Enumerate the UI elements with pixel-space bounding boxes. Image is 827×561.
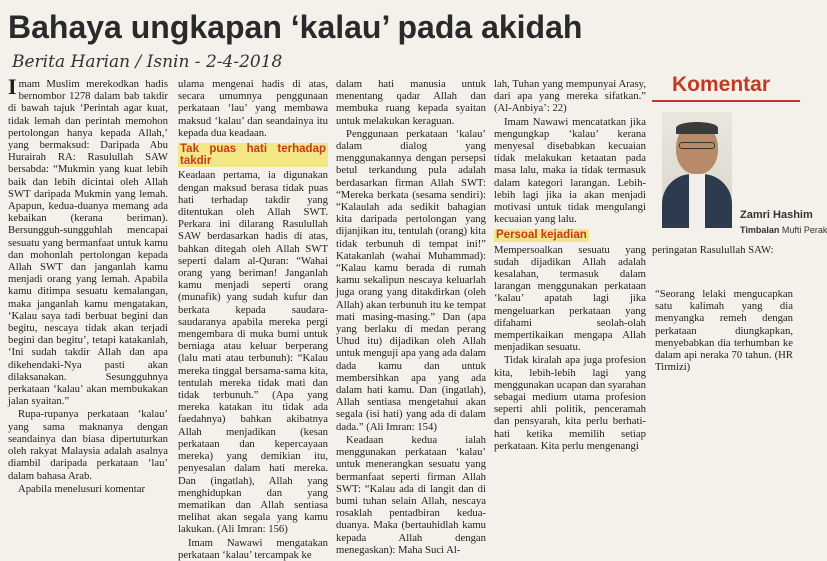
paragraph: Tidak kiralah apa juga profesion kita, lebih-lebih lagi yang menggunakan ucapan dan syarahan sebagai medium utama profesion seperti ahli politik, penceramah dan pensyarah, kita perlu berhati-hati ketika memilih setiap perkataan. Kita perlu mengenangi bbox=[494, 354, 646, 452]
drop-cap: I bbox=[8, 74, 17, 99]
author-role-bold: Timbalan bbox=[740, 225, 780, 235]
side-text: peringatan Rasulullah SAW: bbox=[652, 244, 774, 256]
photo-glasses bbox=[679, 142, 715, 149]
column-1 bbox=[8, 74, 168, 495]
author-photo bbox=[662, 112, 732, 228]
column-3 bbox=[336, 78, 486, 556]
paragraph: Apabila menelusuri komentar bbox=[18, 482, 146, 495]
paragraph: Imam Nawawi mengatakan perkataan ‘kalau’ tercampak ke bbox=[178, 536, 328, 561]
paragraph: Keadaan pertama, ia digunakan dengan maksud berasa tidak puas hati terhadap takdir yang ditentukan oleh Allah SWT. Perkara ini dilarang Rasulullah SAW berdasarkan hadis di atas, bahkan ditegah oleh Allah SWT seperti dalam al-Quran: “Wahai orang yang beriman! Janganlah kamu menjadi seperti orang (munafik) yang sudah kufur dan berkata kepada saudara-saudaranya apabila mereka pergi mengembara di muka bumi untuk berniaga atau keluar berperang (lalu mati atau terbunuh): “Kalau mereka tinggal bersama-sama kita, tentulah mereka tidak mati dan tidak terbunuh.” (Apa yang mereka katakan itu tidak ada faedahnya) bahkan akibatnya Allah menjadikan (kesan perkataan dan kepercayaan mereka) yang demikian itu, penyesalan dalam hati mereka. Dan (ingatlah), Allah yang menghidupkan dan yang mematikan dan Allah sentiasa melihat akan segala yang kamu lakukan. (Ali Imran: 156) bbox=[178, 169, 328, 536]
subheading-persoal-kejadian: Persoal kejadian bbox=[496, 229, 587, 242]
photo-hair bbox=[676, 122, 718, 134]
dateline: Berita Harian / Isnin - 2-4-2018 bbox=[12, 52, 283, 72]
paragraph: ulama mengenai hadis di atas, secara umumnya penggunaan perkataan ‘lau’ yang membawa maksud ‘kalau’ dan seandainya itu kepada dua keadaan. bbox=[178, 78, 328, 139]
komentar-box bbox=[652, 68, 827, 282]
paragraph: Rupa-rupanya perkataan ‘kalau’ yang sama maknanya dengan seandainya dan biasa dipertuturkan oleh rakyat Malaysia adalah asalnya diambil daripada perkataan ‘lau’ dalam bahasa Arab. bbox=[8, 408, 168, 482]
author-role-rest: Mufti Perak bbox=[781, 225, 827, 235]
paragraph: Imam Nawawi mencatatkan jika mengungkap ‘kalau’ kerana menyesal disebabkan kecuaian tidak melakukan ketaatan pada masa lalu, maka ia tidak termasuk dalam kategori larangan. Lebih-lebih lagi jika ia akan menjadi motivasi untuk tidak mengulangi kecuaian yang lalu. bbox=[494, 115, 646, 226]
paragraph: Keadaan kedua ialah menggunakan perkataan ‘kalau’ untuk menerangkan sesuatu yang bermanfaat seperti firman Allah SWT: “Kalau ada di langit dan di bumi tuhan selain Allah, nescaya rosaklah pentadbiran kedua-duanya. Maka (bertauhidlah kamu kepada Allah dengan menegaskan): Maha Suci Al- bbox=[336, 433, 486, 556]
paragraph: Mempersoalkan sesuatu yang sudah dijadikan Allah adalah kesalahan, termasuk dalam larangan menggunakan perkataan ‘kalau’ apatah lagi jika mengeluarkan perkataan yang difahami seolah-olah mempertikaikan mengapa Allah menjadikan sesuatu. bbox=[494, 243, 646, 354]
author-name: Zamri Hashim bbox=[740, 209, 813, 221]
column-4 bbox=[494, 78, 646, 488]
column-5 bbox=[655, 288, 793, 488]
paragraph: “Seorang lelaki mengucapkan satu kalimah yang dia menyangka remeh dengan perkataan diungkapkan, menyebabkan dia terhumban ke dalam api neraka 70 tahun. (HR Tirmizi) bbox=[655, 288, 793, 374]
subheading-tak-puas-hati: Tak puas hati terhadap takdir bbox=[180, 143, 326, 168]
photo-shirt bbox=[689, 174, 705, 228]
author-role bbox=[740, 224, 827, 236]
paragraph: dalam hati manusia untuk menentang qadar Allah dan membuka ruang kepada syaitan untuk melakukan keraguan. bbox=[336, 78, 486, 127]
divider bbox=[652, 100, 800, 102]
paragraph-text: mam Muslim merekodkan hadis bernombor 1278 dalam bab takdir di bawah tajuk ‘Perintah agar kuat, tidak lemah dan perintah memohon pertolongan hanya kepada Allah,’ yang bermaksud: Daripada Abu Hurairah RA: Rasulullah SAW bersabda: “Mukmin yang kuat lebih baik dan lebih dicintai oleh Allah SWT daripada Mukmin yang lemah. Apapun, kedua-duanya memang ada kebaikan (kerana beriman). Bersungguh-sungguhlah mencapai sesuatu yang bermanfaat untuk kamu dan mohonlah pertolongan kepada Allah SWT dan janganlah kamu menjadi orang yang lemah. Apabila kamu ditimpa sesuatu kemalangan, maka janganlah kamu mengatakan, ‘Kalau saya tadi berbuat begini dan begitu, nescaya tidak akan terjadi begini dan begitu’, tetapi katakanlah, ‘Ini sudah takdir Allah dan apa dikehendaki-Nya pasti akan dilaksanakan. Sesungguhnya perkataan ‘kalau’ akan membukakan jalan syaitan.” bbox=[8, 78, 168, 408]
paragraph: lah, Tuhan yang mempunyai Arasy, dari apa yang mereka sifatkan.” (Al-Anbiya’: 22) bbox=[494, 78, 646, 115]
komentar-label: Komentar bbox=[672, 73, 771, 96]
headline: Bahaya ungkapan ‘kalau’ pada akidah bbox=[8, 9, 583, 45]
paragraph: Penggunaan perkataan ‘kalau’ dalam dialog yang menggunakannya dengan persepsi betul terkandung pula adalah berdasarkan firman Allah SWT: “Mereka berkata (sesama sendiri): “Kalaulah ada sedikit bahagian kita daripada pertolongan yang dijanjikan itu, tentulah (orang) kita tidak terbunuh di tempat ini!” Katakanlah (wahai Muhammad): “Kalau kamu berada di rumah kamu sekalipun nescaya keluarlah juga orang yang ditakdirkan (oleh Allah) akan terbunuh itu ke tempat mati masing-masing.” Dan (apa yang berlaku di medan perang Uhud itu) dijadikan oleh Allah untuk menguji apa yang ada dalam dada kamu dan untuk membersihkan apa yang ada dalam hati kamu. Dan (ingatlah), Allah sentiasa mengetahui akan segala (isi hati) yang ada di dalam dada.” (Ali Imran: 154) bbox=[336, 127, 486, 433]
paragraph bbox=[8, 74, 168, 408]
column-2 bbox=[178, 78, 328, 561]
